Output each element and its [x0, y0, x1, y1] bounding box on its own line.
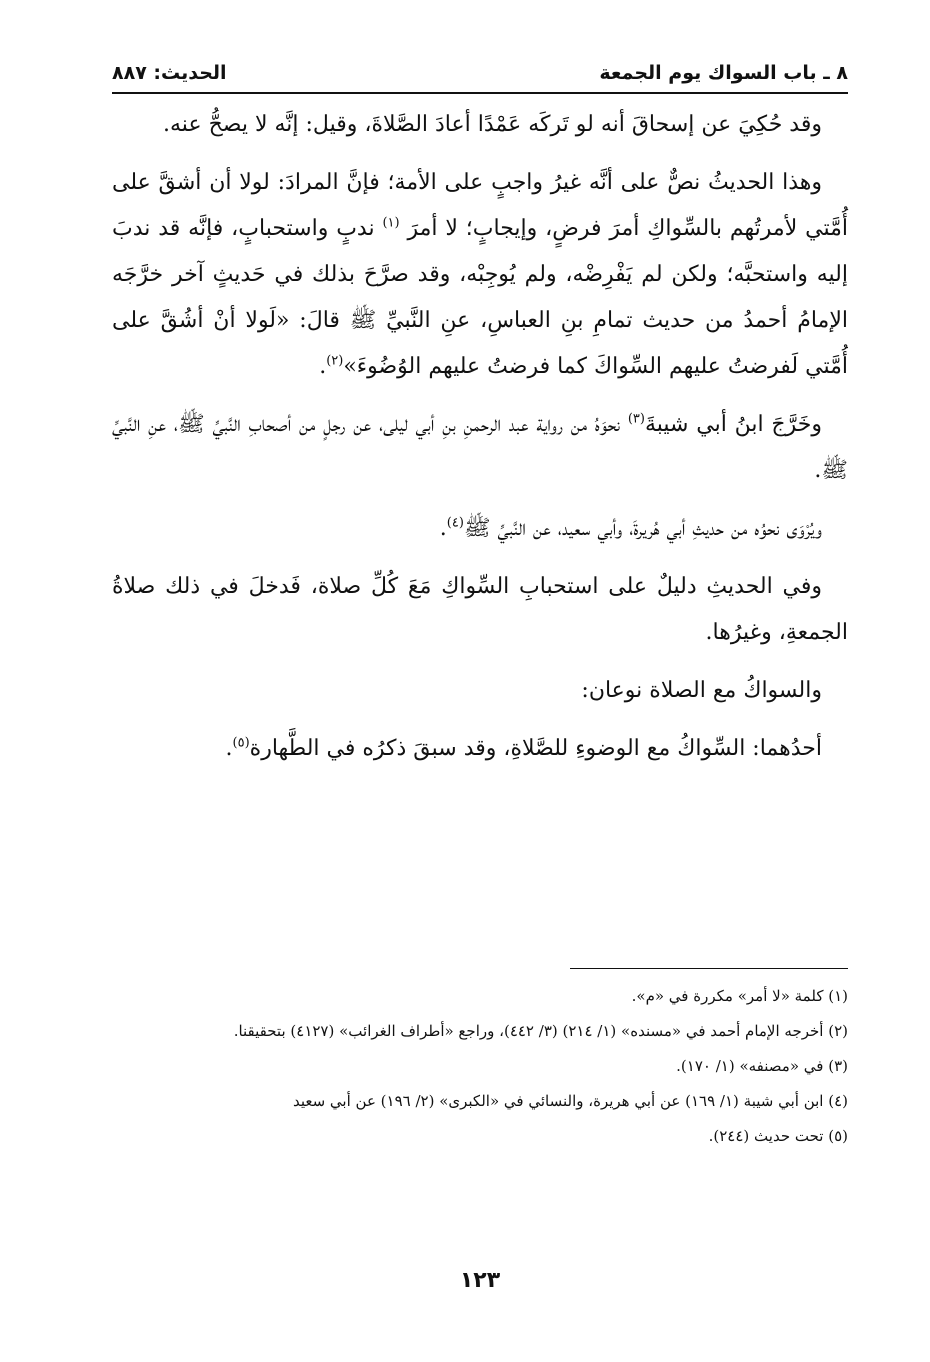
footnote-3: (٣) في «مصنفه» (١/ ١٧٠).	[676, 1057, 848, 1075]
paragraph-text: أحدُهما: السِّواكُ مع الوضوءِ للصَّلاةِ، وقد سبقَ ذكرُه في الطَّهارة	[249, 736, 822, 761]
paragraph-5	[112, 564, 848, 656]
paragraph-text: نحوَهُ من رواية عبد الرحمنِ بنِ أبي ليلى، عن رجلٍ من أصحابِ النَّبيِّ ﷺ، عنِ النَّبيِّ ﷺ.	[112, 412, 848, 483]
footnote-ref-5[interactable]: (٥)	[232, 735, 250, 751]
footnote-ref-2[interactable]: (٢)	[326, 353, 344, 369]
main-text	[112, 102, 848, 784]
footnote-divider	[570, 968, 848, 969]
paragraph-2	[112, 160, 848, 390]
paragraph-6	[112, 668, 848, 714]
footnotes	[112, 982, 848, 1157]
footnote-ref-4[interactable]: (٤)	[446, 515, 464, 531]
paragraph-text: ندبٍ واستحبابٍ، فإنَّه قد ندبَ إليه واستحبَّه؛ ولكن لم يَفْرِضْه، ولم يُوجِبْه، وقد صرَّحَ بذلك في حَديثٍ آخر خرَّجَه الإمامُ أحمدُ من حديث تمامِ بنِ العباسِ، عنِ النَّبيِّ ﷺ قالَ: «لَولا أنْ أشُقَّ على أُمَّتي لَفرضتُ عليهم السِّواكَ كما فرضتُ عليهم الوُضُوءَ»	[112, 216, 848, 379]
running-header	[112, 56, 848, 90]
book-page	[112, 56, 848, 1306]
paragraph-4	[112, 506, 848, 552]
paragraph-text: ويُرْوَى نحوُه من حديثِ أبي هُريرةَ، وأبي سعيد، عن النَّبيِّ ﷺ	[463, 516, 822, 541]
paragraph-text: وقد حُكِيَ عن إسحاقَ أنه لو تَركَه عَمْدًا أعادَ الصَّلاةَ، وقيل: إنَّه لا يصحُّ عنه.	[163, 112, 822, 137]
footnote-4: (٤) ابن أبي شيبة (١/ ١٦٩) عن أبي هريرة، والنسائي في «الكبرى» (٢/ ١٩٦) عن أبي سعيد	[292, 1092, 848, 1110]
chapter-title: ٨ ـ باب السواك يوم الجمعة	[599, 62, 848, 84]
paragraph-7	[112, 726, 848, 772]
footnote-ref-3[interactable]: (٣)	[627, 411, 645, 427]
paragraph-text: وخَرَّجَ ابنُ أبي شيبةَ	[644, 412, 822, 437]
hadith-number: الحديث: ٨٨٧	[112, 62, 227, 84]
footnote-2: (٢) أخرجه الإمام أحمد في «مسنده» (١/ ٢١٤) (٣/ ٤٤٢)، وراجع «أطراف الغرائب» (٤١٢٧) بتحقيقنا.	[233, 1022, 848, 1040]
paragraph-tail: .	[439, 516, 447, 541]
footnote-1: (١) كلمة «لا أمر» مكررة في «م».	[631, 987, 848, 1005]
footnote-5: (٥) تحت حديث (٢٤٤).	[708, 1127, 848, 1145]
paragraph-tail: .	[225, 736, 233, 761]
paragraph-text: وفي الحديثِ دليلٌ على استحبابِ السِّواكِ مَعَ كُلِّ صلاة، فَدخلَ في ذلك صلاةُ الجمعةِ، وغيرُها.	[112, 574, 848, 645]
header-rule	[112, 92, 848, 94]
paragraph-tail: .	[319, 354, 327, 379]
paragraph-text: والسواكُ مع الصلاة نوعان:	[581, 678, 822, 703]
footnote-ref-1[interactable]: (١)	[382, 215, 400, 231]
paragraph-3	[112, 402, 848, 494]
paragraph-text: وهذا الحديثُ نصٌّ على أنَّه غيرُ واجبٍ على الأمة؛ فإنَّ المرادَ: لولا أن أشقَّ على أُمَّتي لأمرتُهم بالسِّواكِ أمرَ فرضٍ، وإيجابٍ؛ لا أمرَ	[112, 170, 848, 241]
paragraph-1	[112, 102, 848, 148]
page-number: ١٢٣	[459, 1268, 501, 1293]
